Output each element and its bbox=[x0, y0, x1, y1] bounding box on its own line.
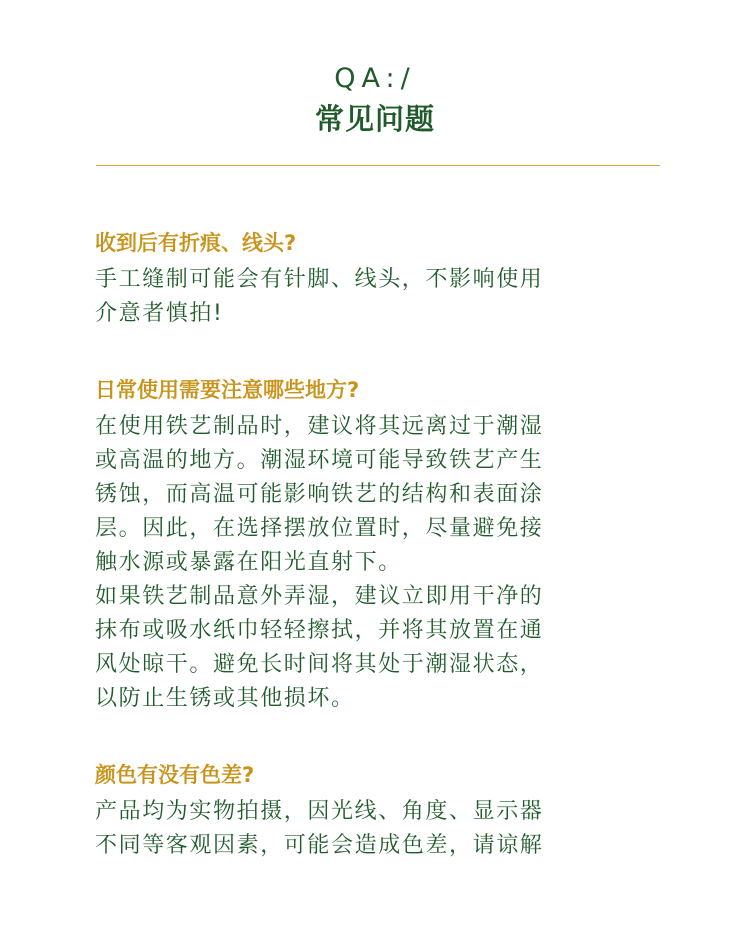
qa-item-daily-care bbox=[95, 375, 655, 716]
answer-line: 或高温的地方。潮湿环境可能导致铁艺产生 bbox=[95, 448, 544, 473]
question-daily-care: 日常使用需要注意哪些地方? bbox=[95, 378, 360, 402]
answer-line: 如果铁艺制品意外弄湿，建议立即用干净的 bbox=[95, 584, 544, 609]
answer-line: 锈蚀，而高温可能影响铁艺的结构和表面涂 bbox=[95, 482, 544, 507]
answer-line: 介意者慎拍! bbox=[95, 301, 224, 326]
answer-color-difference bbox=[95, 795, 655, 863]
answer-line: 手工缝制可能会有针脚、线头，不影响使用 bbox=[95, 267, 544, 292]
answer-line: 层。因此，在选择摆放位置时，尽量避免接 bbox=[95, 516, 544, 541]
page-title: 常见问题 bbox=[314, 102, 435, 136]
answer-line: 风处晾干。避免长时间将其处于潮湿状态， bbox=[95, 652, 544, 677]
question-creases: 收到后有折痕、线头? bbox=[95, 231, 297, 255]
title-divider bbox=[96, 165, 660, 166]
qa-item-color-difference bbox=[95, 760, 655, 863]
answer-creases bbox=[95, 263, 655, 331]
answer-line: 触水源或暴露在阳光直射下。 bbox=[95, 550, 402, 575]
question-color-difference: 颜色有没有色差? bbox=[95, 763, 255, 787]
qa-label: QA:/ bbox=[334, 63, 416, 94]
answer-line: 不同等客观因素，可能会造成色差，请谅解 bbox=[95, 833, 544, 858]
answer-line: 产品均为实物拍摄，因光线、角度、显示器 bbox=[95, 799, 544, 824]
qa-list bbox=[95, 228, 655, 907]
answer-daily-care bbox=[95, 410, 655, 716]
answer-line: 在使用铁艺制品时，建议将其远离过于潮湿 bbox=[95, 414, 544, 439]
answer-line: 抹布或吸水纸巾轻轻擦拭，并将其放置在通 bbox=[95, 618, 544, 643]
answer-line: 以防止生锈或其他损坏。 bbox=[95, 686, 355, 711]
qa-item-creases bbox=[95, 228, 655, 331]
